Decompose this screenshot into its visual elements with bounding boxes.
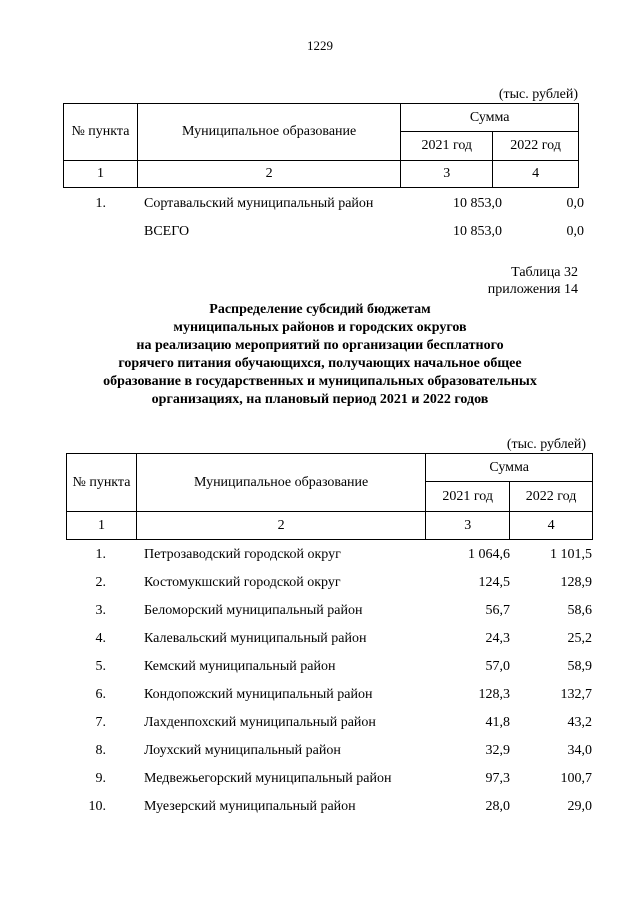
table-row — [0, 545, 640, 573]
row-value-2021: 1 064,6 — [468, 547, 510, 562]
row-value-2021: 128,3 — [478, 687, 510, 702]
row-number: 1. — [95, 196, 106, 211]
table2-caption-line2: приложения 14 — [487, 282, 578, 297]
table1-header — [63, 103, 579, 188]
row-value-2022: 132,7 — [560, 687, 592, 702]
row-value-2021: 28,0 — [485, 799, 510, 814]
row-number: 7. — [95, 715, 106, 730]
row-municipality: ВСЕГО — [144, 224, 190, 239]
row-value-2022: 58,9 — [567, 659, 592, 674]
table-row — [0, 573, 640, 601]
title-line: на реализацию мероприятий по организации бесплатного — [136, 338, 504, 353]
table2-col-2022: 2022 год — [510, 482, 593, 512]
row-value-2021: 10 853,0 — [453, 196, 502, 211]
row-value-2021: 57,0 — [485, 659, 510, 674]
table-row-total — [0, 222, 640, 250]
row-value-2021: 124,5 — [478, 575, 510, 590]
table2-units: (тыс. рублей) — [506, 437, 586, 452]
row-value-2022: 34,0 — [567, 743, 592, 758]
table-row — [0, 769, 640, 797]
table-row — [0, 601, 640, 629]
title-line: образование в государственных и муниципальных образовательных — [103, 374, 537, 389]
row-value-2021: 24,3 — [485, 631, 510, 646]
table1-idx-2: 2 — [137, 161, 400, 188]
table1-units: (тыс. рублей) — [498, 87, 578, 102]
row-municipality: Сортавальский муниципальный район — [144, 196, 374, 211]
row-municipality: Кемский муниципальный район — [144, 659, 336, 674]
table-row — [0, 657, 640, 685]
row-value-2021: 32,9 — [485, 743, 510, 758]
row-municipality: Костомукшский городской округ — [144, 575, 341, 590]
row-municipality: Муезерский муниципальный район — [144, 799, 356, 814]
row-value-2021: 56,7 — [485, 603, 510, 618]
table2-idx-4: 4 — [510, 512, 593, 540]
row-value-2022: 128,9 — [560, 575, 592, 590]
table2-header — [66, 453, 593, 540]
table1-col-2021: 2021 год — [401, 132, 493, 161]
table1-idx-4: 4 — [493, 161, 579, 188]
table2-body — [0, 545, 640, 825]
row-municipality: Калевальский муниципальный район — [144, 631, 367, 646]
row-value-2022: 43,2 — [567, 715, 592, 730]
table1-col-sum: Сумма — [401, 104, 579, 132]
row-number: 2. — [95, 575, 106, 590]
table2-idx-2: 2 — [136, 512, 425, 540]
title-line: горячего питания обучающихся, получающих начальное общее — [118, 356, 522, 371]
row-value-2021: 10 853,0 — [453, 224, 502, 239]
table1-col-num: № пункта — [64, 104, 138, 161]
row-value-2022: 25,2 — [567, 631, 592, 646]
row-number: 9. — [95, 771, 106, 786]
table2-col-num: № пункта — [67, 454, 137, 512]
row-value-2022: 29,0 — [567, 799, 592, 814]
table-row — [0, 797, 640, 825]
table2-col-sum: Сумма — [426, 454, 593, 482]
table2-title — [0, 301, 640, 409]
row-municipality: Лахденпохский муниципальный район — [144, 715, 376, 730]
table1-body — [0, 194, 640, 250]
row-value-2021: 41,8 — [485, 715, 510, 730]
row-number: 1. — [95, 547, 106, 562]
table2-idx-3: 3 — [426, 512, 510, 540]
row-municipality: Медвежьегорский муниципальный район — [144, 771, 392, 786]
row-value-2022: 0,0 — [566, 196, 584, 211]
table2-idx-1: 1 — [67, 512, 137, 540]
table-row — [0, 713, 640, 741]
title-line: организациях, на плановый период 2021 и 2022 годов — [151, 392, 489, 407]
row-value-2022: 100,7 — [560, 771, 592, 786]
row-value-2021: 97,3 — [485, 771, 510, 786]
row-municipality: Лоухский муниципальный район — [144, 743, 341, 758]
row-number: 8. — [95, 743, 106, 758]
title-line: муниципальных районов и городских округов — [173, 320, 467, 335]
table1-idx-3: 3 — [401, 161, 493, 188]
table1-col-name: Муниципальное образование — [137, 104, 400, 161]
row-value-2022: 58,6 — [567, 603, 592, 618]
table-row — [0, 685, 640, 713]
table2-col-name: Муниципальное образование — [136, 454, 425, 512]
table1-idx-1: 1 — [64, 161, 138, 188]
table2-col-2021: 2021 год — [426, 482, 510, 512]
page-number: 1229 — [307, 38, 333, 53]
row-number: 6. — [95, 687, 106, 702]
title-line: Распределение субсидий бюджетам — [209, 302, 431, 317]
row-municipality: Беломорский муниципальный район — [144, 603, 363, 618]
row-municipality: Кондопожский муниципальный район — [144, 687, 373, 702]
row-number: 4. — [95, 631, 106, 646]
row-number: 5. — [95, 659, 106, 674]
row-number: 3. — [95, 603, 106, 618]
row-value-2022: 1 101,5 — [550, 547, 592, 562]
table2-caption-line1: Таблица 32 — [511, 265, 578, 280]
table-row — [0, 741, 640, 769]
row-value-2022: 0,0 — [566, 224, 584, 239]
table1-col-2022: 2022 год — [493, 132, 579, 161]
row-municipality: Петрозаводский городской округ — [144, 547, 341, 562]
table-row — [0, 194, 640, 222]
row-number: 10. — [88, 799, 106, 814]
table2-caption — [488, 264, 578, 298]
table-row — [0, 629, 640, 657]
